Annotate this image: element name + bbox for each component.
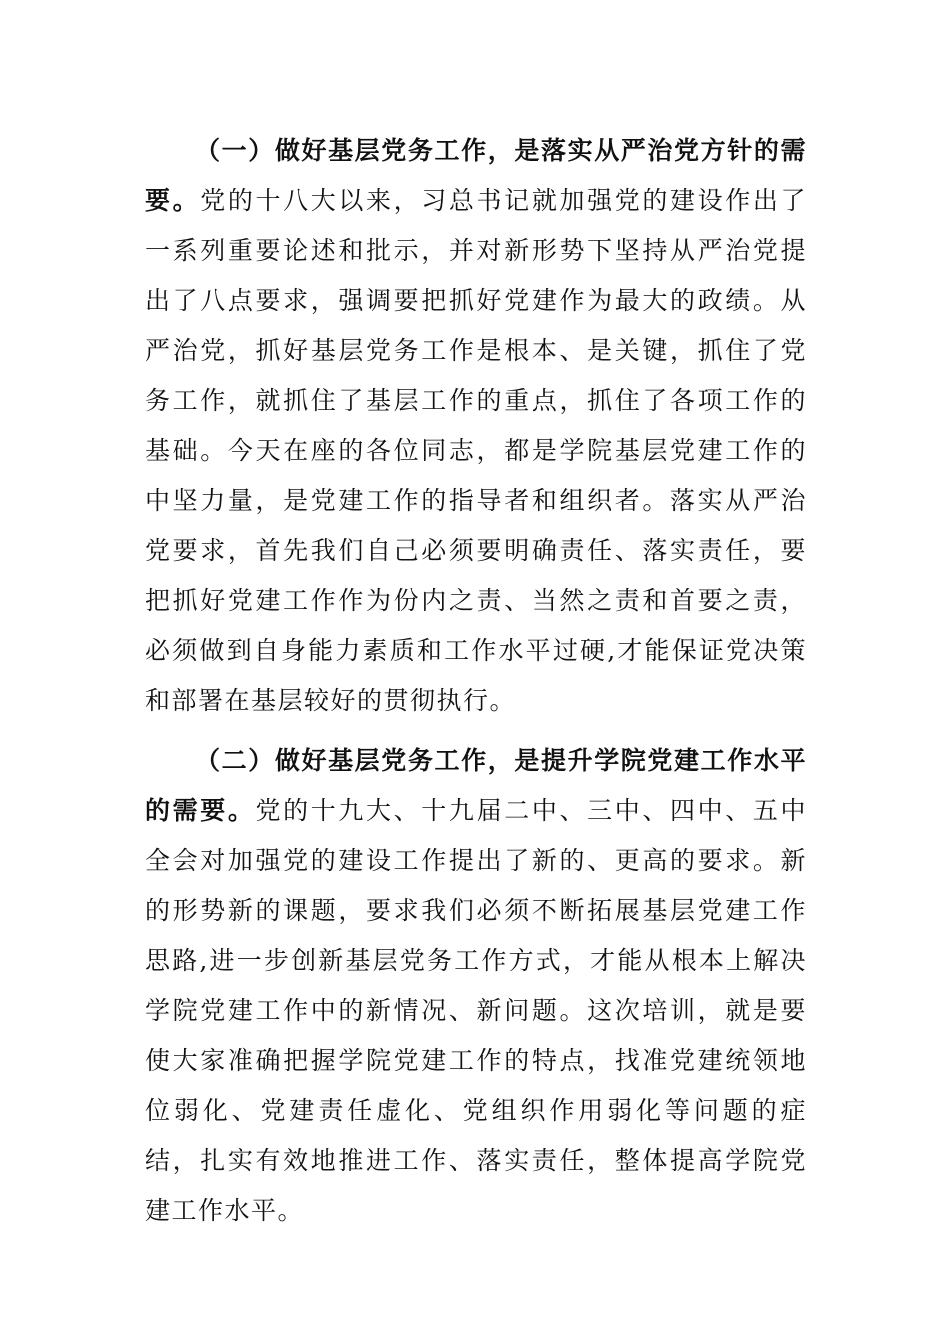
paragraph-2	[145, 736, 807, 1236]
paragraph-1	[145, 126, 807, 726]
paragraph-1-text: 党的十八大以来，习总书记就加强党的建设作出了一系列重要论述和批示，并对新形势下坚持从严治党提出了八点要求，强调要把抓好党建作为最大的政绩。从严治党，抓好基层党务工作是根本、是关键，抓住了党务工作，就抓住了基层工作的重点，抓住了各项工作的基础。今天在座的各位同志，都是学院基层党建工作的中坚力量，是党建工作的指导者和组织者。落实从严治党要求，首先我们自己必须要明确责任、落实责任，要把抓好党建工作作为份内之责、当然之责和首要之责，必须做到自身能力素质和工作水平过硬,才能保证党决策和部署在基层较好的贯彻执行。	[145, 186, 807, 715]
paragraph-2-text: 党的十九大、十九届二中、三中、四中、五中全会对加强党的建设工作提出了新的、更高的要求。新的形势新的课题，要求我们必须不断拓展基层党建工作思路,进一步创新基层党务工作方式，才能从根本上解决学院党建工作中的新情况、新问题。这次培训，就是要使大家准确把握学院党建工作的特点，找准党建统领地位弱化、党建责任虚化、党组织作用弱化等问题的症结，扎实有效地推进工作、落实责任，整体提高学院党建工作水平。	[145, 796, 807, 1225]
document-body	[145, 126, 807, 1236]
paragraph-2-heading: （二）做好基层党务工作，是提升学院党建工作水平的需要。	[145, 746, 807, 825]
paragraph-1-heading: （一）做好基层党务工作，是落实从严治党方针的需要。	[145, 136, 807, 215]
